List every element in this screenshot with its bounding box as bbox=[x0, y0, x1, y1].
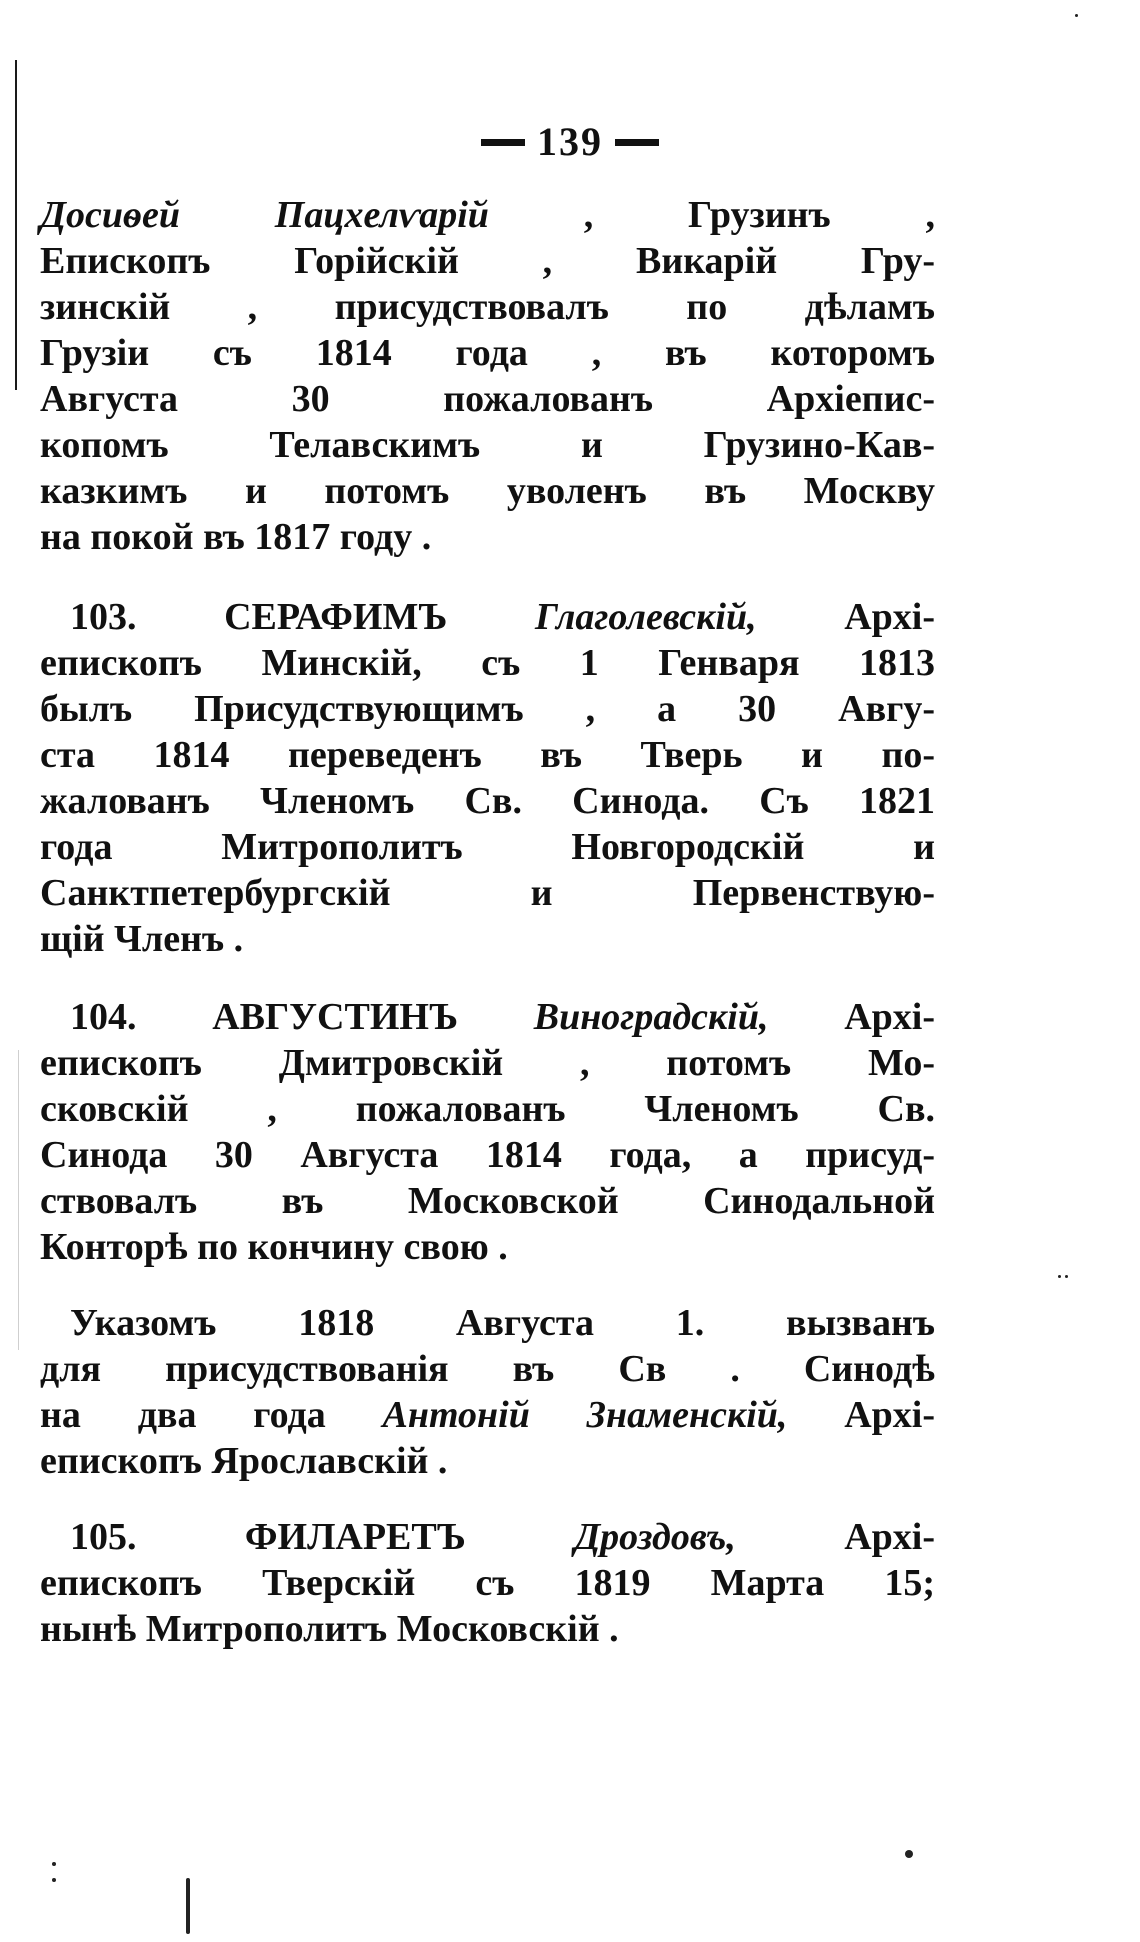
text-run: Архі- bbox=[787, 1394, 936, 1436]
italic-name: Досиѳей bbox=[40, 194, 180, 236]
text-line bbox=[40, 824, 935, 870]
text-run: щій Членъ . bbox=[40, 918, 244, 960]
scan-edge-line bbox=[15, 60, 17, 390]
italic-name: Дроздовъ, bbox=[574, 1516, 736, 1558]
scan-speck bbox=[52, 1862, 56, 1866]
text-line bbox=[40, 870, 935, 916]
text-run: зинскій , присудствовалъ по дѣламъ bbox=[40, 286, 935, 328]
text-run: 104. АВГУСТИНЪ bbox=[70, 996, 534, 1038]
text-run: Указомъ 1818 Августа 1. вызванъ bbox=[70, 1302, 935, 1344]
text-run: былъ Присудствующимъ , а 30 Авгу- bbox=[40, 688, 935, 730]
scan-speck bbox=[905, 1850, 913, 1858]
text-line bbox=[40, 594, 935, 640]
text-run: на два года bbox=[40, 1394, 383, 1436]
text-run: ста 1814 переведенъ въ Тверь и по- bbox=[40, 734, 935, 776]
entry-paragraph bbox=[40, 1514, 935, 1652]
text-run: 103. СЕРАФИМЪ bbox=[70, 596, 535, 638]
text-line bbox=[40, 1300, 935, 1346]
text-line bbox=[40, 514, 935, 560]
scan-speck bbox=[1075, 14, 1078, 17]
text-run: сковскій , пожалованъ Членомъ Св. bbox=[40, 1088, 935, 1130]
text-run: Архі- bbox=[756, 596, 935, 638]
text-run bbox=[180, 194, 275, 236]
text-run: года Митрополитъ Новгородскій и bbox=[40, 826, 935, 868]
text-run: Архі- bbox=[768, 996, 935, 1038]
text-line bbox=[40, 1606, 935, 1652]
text-run: , Грузинъ , bbox=[488, 194, 935, 236]
text-line bbox=[40, 1392, 935, 1438]
text-line bbox=[40, 192, 935, 238]
italic-name: Антоній Знаменскій, bbox=[382, 1394, 788, 1436]
text-run: 105. ФИЛАРЕТЪ bbox=[70, 1516, 575, 1558]
text-run: Архі- bbox=[735, 1516, 935, 1558]
text-run: епископъ Минскій, съ 1 Генваря 1813 bbox=[40, 642, 935, 684]
text-run: Грузіи съ 1814 года , въ которомъ bbox=[40, 332, 935, 374]
text-run: Санктпетербургскій и Первенствую- bbox=[40, 872, 935, 914]
text-line bbox=[40, 994, 935, 1040]
italic-name: Пацхелѵарій bbox=[274, 194, 489, 236]
scan-edge-line bbox=[18, 1050, 19, 1350]
text-line bbox=[40, 376, 935, 422]
italic-name: Глаголевскій, bbox=[534, 596, 757, 638]
entry-paragraph bbox=[40, 994, 935, 1270]
page-number-dash bbox=[481, 139, 525, 146]
text-line bbox=[40, 1438, 935, 1484]
text-line bbox=[40, 1560, 935, 1606]
text-run: копомъ Телавскимъ и Грузино-Кав- bbox=[40, 424, 935, 466]
text-run: Конторѣ по кончину свою . bbox=[40, 1226, 508, 1268]
text-line bbox=[40, 1514, 935, 1560]
scan-speck bbox=[1065, 1275, 1068, 1278]
text-line bbox=[40, 284, 935, 330]
body-text bbox=[40, 192, 935, 1652]
text-run: для присудствованія въ Св . Синодѣ bbox=[40, 1348, 935, 1390]
text-run: Синода 30 Августа 1814 года, а присуд- bbox=[40, 1134, 935, 1176]
text-line bbox=[40, 1346, 935, 1392]
text-line bbox=[40, 1178, 935, 1224]
text-run: Августа 30 пожалованъ Архіепис- bbox=[40, 378, 935, 420]
text-line bbox=[40, 422, 935, 468]
text-line bbox=[40, 686, 935, 732]
entry-paragraph bbox=[40, 1300, 935, 1484]
text-run: на покой въ 1817 году . bbox=[40, 516, 432, 558]
italic-name: Виноградскій, bbox=[533, 996, 769, 1038]
text-line bbox=[40, 778, 935, 824]
text-line bbox=[40, 1224, 935, 1270]
text-line bbox=[40, 732, 935, 778]
text-line bbox=[40, 640, 935, 686]
text-line bbox=[40, 1132, 935, 1178]
scan-speck bbox=[1058, 1275, 1061, 1278]
text-line bbox=[40, 330, 935, 376]
page-number-value: 139 bbox=[537, 119, 603, 164]
text-run: нынѣ Митрополитъ Московскій . bbox=[40, 1608, 619, 1650]
text-run: епископъ Ярославскій . bbox=[40, 1440, 448, 1482]
text-run: епископъ Тверскій съ 1819 Марта 15; bbox=[40, 1562, 935, 1604]
text-run: казкимъ и потомъ уволенъ въ Москву bbox=[40, 470, 935, 512]
page-number-dash bbox=[615, 139, 659, 146]
text-run: епископъ Дмитровскій , потомъ Мо- bbox=[40, 1042, 935, 1084]
text-run: ствовалъ въ Московской Синодальной bbox=[40, 1180, 935, 1222]
page-number bbox=[0, 118, 1140, 165]
scan-speck bbox=[186, 1878, 190, 1934]
text-line bbox=[40, 1086, 935, 1132]
text-line bbox=[40, 1040, 935, 1086]
text-line bbox=[40, 238, 935, 284]
text-run: жалованъ Членомъ Св. Синода. Съ 1821 bbox=[40, 780, 935, 822]
text-line bbox=[40, 916, 935, 962]
text-run: Епископъ Горійскій , Викарій Гру- bbox=[40, 240, 935, 282]
scan-speck bbox=[52, 1878, 56, 1882]
entry-paragraph bbox=[40, 594, 935, 962]
text-line bbox=[40, 468, 935, 514]
entry-paragraph bbox=[40, 192, 935, 560]
